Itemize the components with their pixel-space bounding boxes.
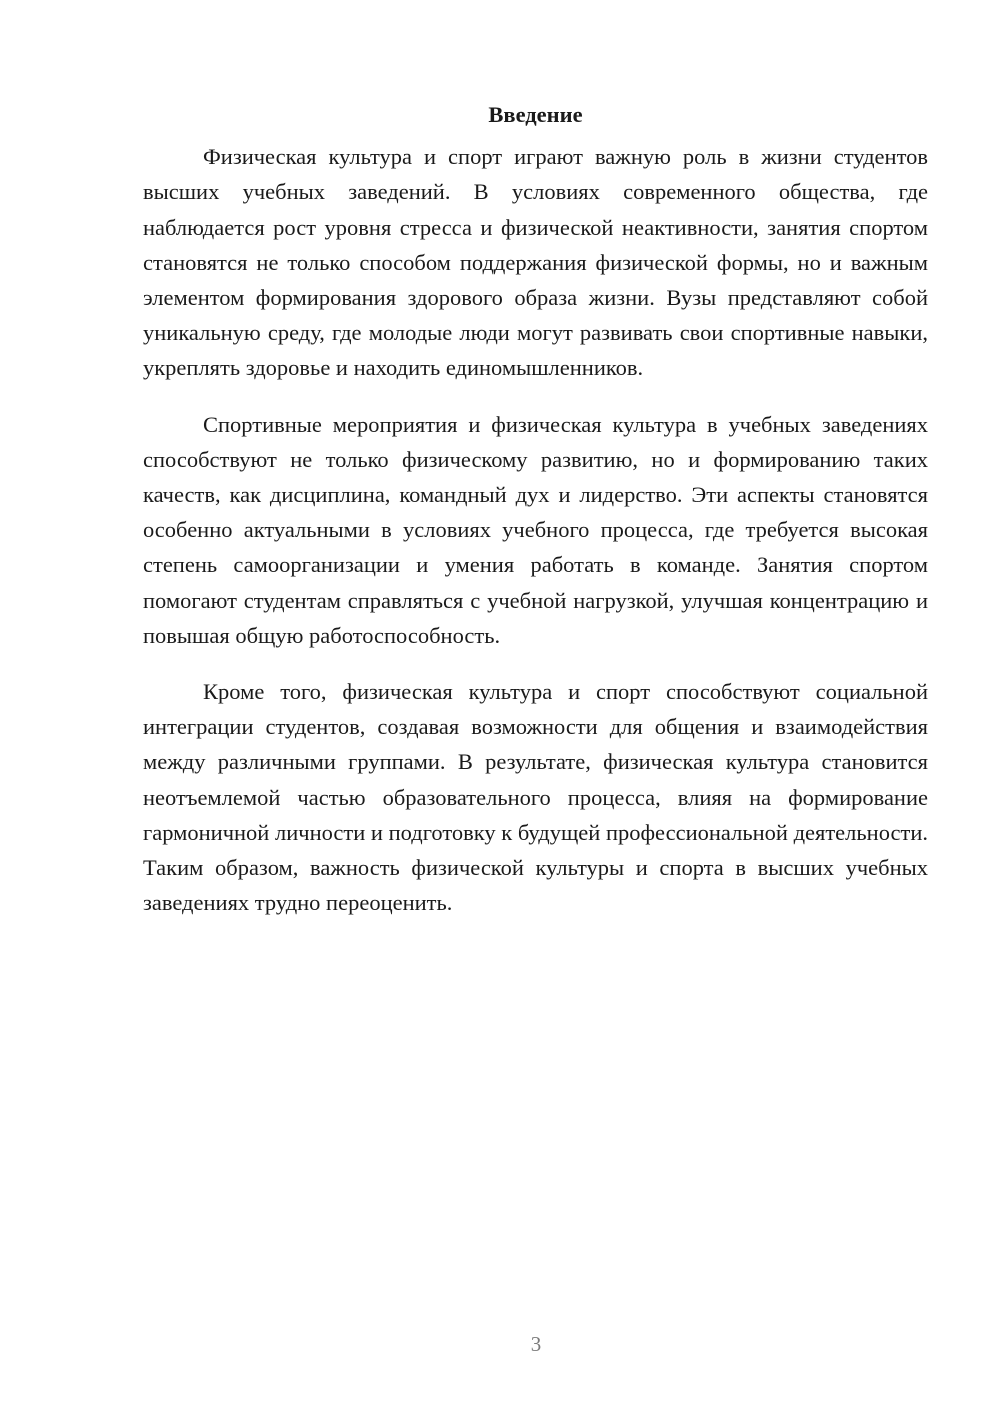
document-body [143, 97, 928, 920]
section-title: Введение [488, 102, 583, 127]
paragraph-1: Физическая культура и спорт играют важную роль в жизни студентов высших учебных заведений. В условиях современного общества, где наблюдается рост уровня стресса и физической неактивности, занятия спортом становятся не только способом поддержания физической формы, но и важным элементом формирования здорового образа жизни. Вузы представляют собой уникальную среду, где молодые люди могут развивать свои спортивные навыки, укреплять здоровье и находить единомышленников. [143, 144, 928, 381]
page-number: 3 [530, 1332, 542, 1356]
paragraph-2: Спортивные мероприятия и физическая культура в учебных заведениях способствуют не только физическому развитию, но и формированию таких качеств, как дисциплина, командный дух и лидерство. Эти аспекты становятся особенно актуальными в условиях учебного процесса, где требуется высокая степень самоорганизации и умения работать в команде. Занятия спортом помогают студентам справляться с учебной нагрузкой, улучшая концентрацию и повышая общую работоспособность. [143, 411, 928, 648]
paragraph-3: Кроме того, физическая культура и спорт способствуют социальной интеграции студентов, создавая возможности для общения и взаимодействия между различными группами. В результате, физическая культура становится неотъемлемой частью образовательного процесса, влияя на формирование гармоничной личности и подготовку к будущей профессиональной деятельности. Таким образом, важность физической культуры и спорта в высших учебных заведениях трудно переоценить. [143, 679, 928, 916]
